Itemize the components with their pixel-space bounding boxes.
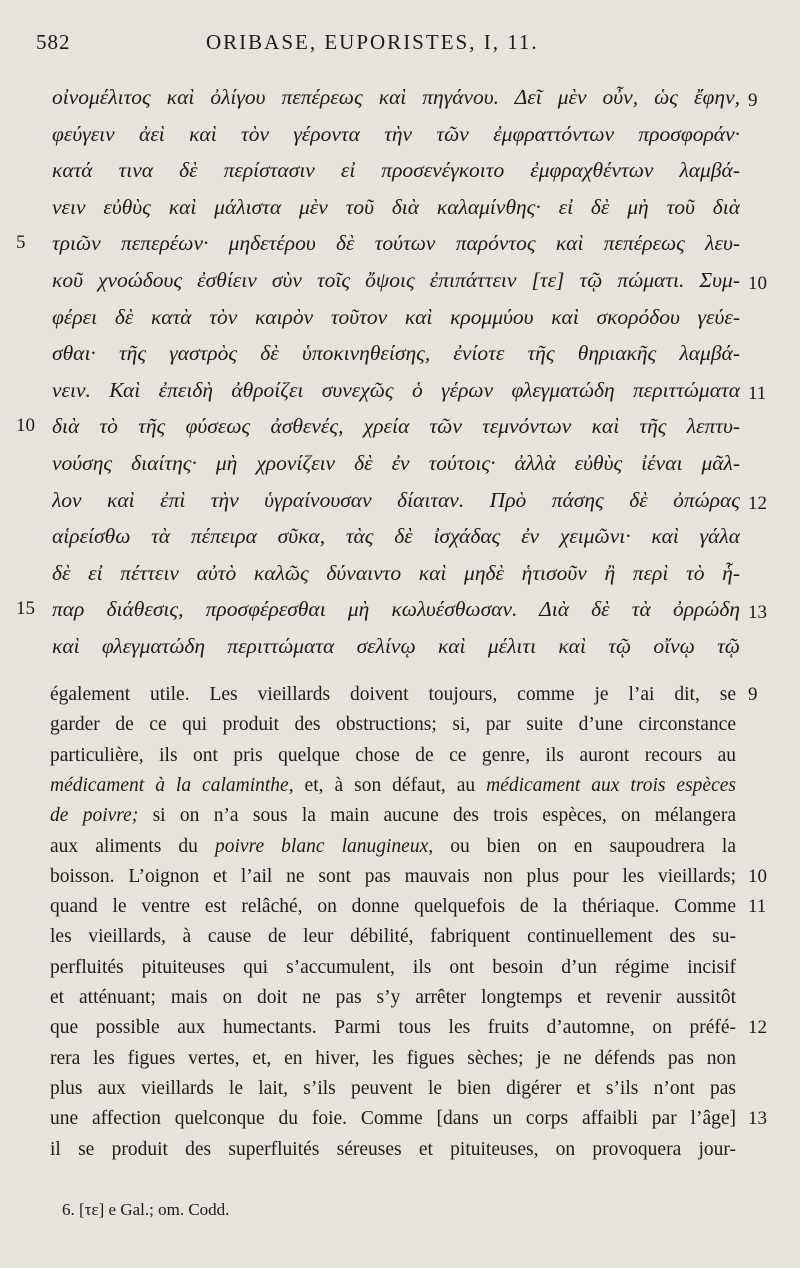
french-line: perfluités pituiteuses qui s’accumulent, ils ont besoin d’un régime incisif: [50, 956, 736, 978]
french-line: il se produit des superfluités séreuses et pituiteuses, on provoquera jour-: [50, 1138, 736, 1160]
french-line: et atténuant; mais on doit ne pas s’y arrêter longtemps et revenir aussitôt: [50, 987, 736, 1008]
section-number: 10: [748, 273, 767, 294]
french-line: rera les figues vertes, et, en hiver, les figues sèches; je ne défends pas non: [50, 1047, 736, 1069]
french-line: également utile. Les vieillards doivent toujours, comme je l’ai dit, se: [50, 684, 736, 705]
greek-line: τριῶν πεπερέων· μηδετέρου δὲ τούτων παρόντος καὶ πεπέρεως λευ-: [52, 231, 740, 256]
french-line: quand le ventre est relâché, on donne quelquefois de la thériaque. Comme: [50, 896, 736, 918]
greek-line: νειν εὐθὺς καὶ μάλιστα μὲν τοῦ διὰ καλαμίνθης· εἰ δὲ μὴ τοῦ διὰ: [52, 194, 740, 219]
greek-line: κοῦ χνοώδους ἐσθίειν σὺν τοῖς ὄψοις ἐπιπάττειν [τε] τῷ πώματι. Συμ-: [52, 268, 740, 292]
section-number: 13: [748, 602, 767, 624]
french-line: une affection quelconque du foie. Comme [dans un corps affaibli par l’âge]: [50, 1108, 736, 1130]
french-line: aux aliments du poivre blanc lanugineux, ou bien on en saupoudrera la: [50, 835, 736, 857]
section-number: 13: [748, 1108, 767, 1130]
greek-line: διὰ τὸ τῆς φύσεως ἀσθενές, χρεία τῶν τεμνόντων καὶ τῆς λεπτυ-: [52, 414, 740, 439]
french-line: garder de ce qui produit des obstructions; si, par suite d’une circonstance: [50, 714, 736, 736]
french-line: de poivre; si on n’a sous la main aucune des trois espèces, on mélangera: [50, 805, 736, 827]
running-title: ORIBASE, EUPORISTES, I, 11.: [206, 30, 539, 54]
section-number: 11: [748, 382, 767, 404]
french-line: les vieillards, à cause de leur débilité, fabriquent continuellement des su-: [50, 926, 736, 948]
line-number: 10: [16, 415, 35, 437]
greek-line: φεύγειν ἀεὶ καὶ τὸν γέροντα τὴν τῶν ἐμφραττόντων προσφοράν·: [52, 121, 740, 146]
greek-line: δὲ εἰ πέττειν αὐτὸ καλῶς δύναιντο καὶ μηδὲ ἡτισοῦν ἢ περὶ τὸ ἧ-: [52, 560, 740, 585]
greek-line: νούσης διαίτης· μὴ χρονίζειν δὲ ἐν τούτοις· ἀλλὰ εὐθὺς ἰέναι μᾶλ-: [52, 451, 740, 475]
greek-line: λον καὶ ἐπὶ τὴν ὑγραίνουσαν δίαιταν. Πρὸ πάσης δὲ ὀπώρας: [52, 487, 740, 512]
french-line: particulière, ils ont pris quelque chose de ce genre, ils auront recours au: [50, 744, 736, 766]
greek-line: σθαι· τῆς γαστρὸς δὲ ὑποκινηθείσης, ἐνίοτε τῆς θηριακῆς λαμβά-: [52, 341, 740, 366]
greek-line: νειν. Καὶ ἐπειδὴ ἀθροίζει συνεχῶς ὁ γέρων φλεγματώδη περιττώματα: [52, 377, 740, 402]
greek-line: κατά τινα δὲ περίστασιν εἰ προσενέγκοιτο ἐμφραχθέντων λαμβά-: [52, 158, 740, 183]
line-number: 15: [16, 598, 35, 620]
page-header: [36, 24, 776, 64]
section-number: 12: [748, 1017, 767, 1039]
greek-line: αἱρείσθω τὰ πέπειρα σῦκα, τὰς δὲ ἰσχάδας ἐν χειμῶνι· καὶ γάλα: [52, 524, 740, 549]
greek-line: καὶ φλεγματώδη περιττώματα σελίνῳ καὶ μέλιτι καὶ τῷ οἴνῳ τῷ: [52, 634, 740, 658]
french-line: médicament à la calaminthe, et, à son défaut, au médicament aux trois espèces: [50, 774, 736, 796]
page-number: 582: [36, 30, 71, 54]
french-line: plus aux vieillards le lait, s’ils peuvent le bien digérer et s’ils n’ont pas: [50, 1077, 736, 1099]
section-number: 9: [748, 684, 758, 705]
french-line: boisson. L’oignon et l’ail ne sont pas mauvais non plus pour les vieillards;: [50, 865, 736, 887]
greek-line: παρ διάθεσις, προσφέρεσθαι μὴ κωλυέσθωσαν. Διὰ δὲ τὰ ὀρρώδη: [52, 597, 740, 622]
section-number: 12: [748, 492, 767, 514]
section-number: 11: [748, 896, 767, 918]
greek-line: οἰνομέλιτος καὶ ὀλίγου πεπέρεως καὶ πηγάνου. Δεῖ μὲν οὖν, ὡς ἔφην,: [52, 85, 740, 109]
section-number: 9: [748, 90, 758, 111]
line-number: 5: [16, 232, 26, 254]
footnote: 6. [τε] e Gal.; om. Codd.: [62, 1200, 230, 1219]
section-number: 10: [748, 865, 767, 887]
french-line: que possible aux humectants. Parmi tous les fruits d’automne, on préfé-: [50, 1017, 736, 1039]
greek-line: φέρει δὲ κατὰ τὸν καιρὸν τοῦτον καὶ κρομμύου καὶ σκορόδου γεύε-: [52, 304, 740, 329]
